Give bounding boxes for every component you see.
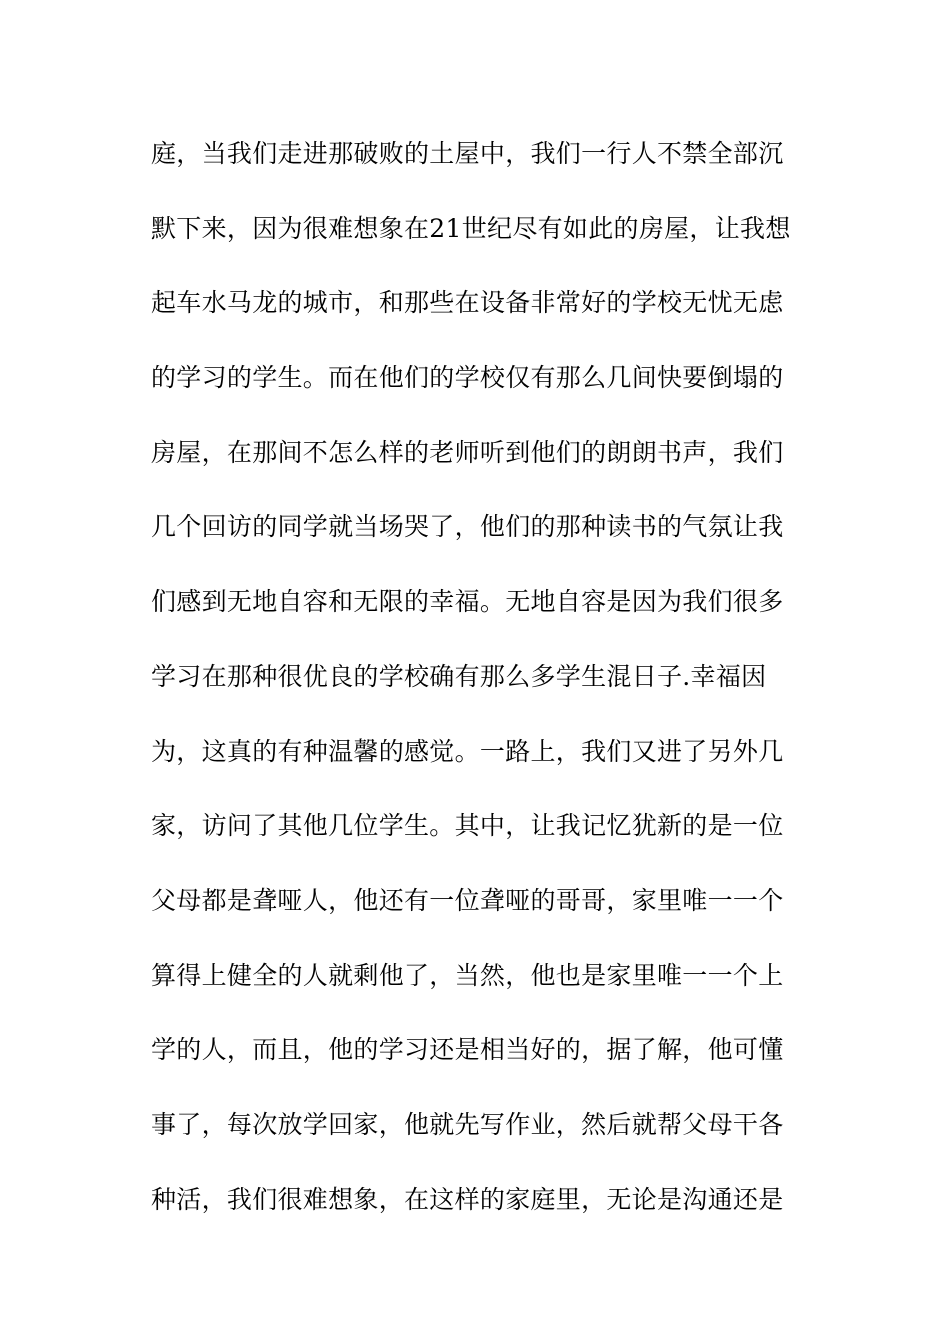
text-line-2: 默下来，因为很难想象在21世纪尽有如此的房屋，让我想 (151, 213, 791, 243)
text-line-11: 父母都是聋哑人，他还有一位聋哑的哥哥，家里唯一一个 (151, 885, 784, 915)
text-line-8: 学习在那种很优良的学校确有那么多学生混日子.幸福因 (151, 661, 767, 691)
body-paragraph (151, 127, 811, 1247)
text-line-1: 庭，当我们走进那破败的土屋中，我们一行人不禁全部沉 (151, 139, 784, 168)
text-line-3: 起车水马龙的城市，和那些在设备非常好的学校无忧无虑 (151, 288, 784, 318)
text-line-9: 为，这真的有种温馨的感觉。一路上，我们又进了另外几 (151, 736, 784, 766)
text-line-14: 事了，每次放学回家，他就先写作业，然后就帮父母干各 (151, 1109, 784, 1139)
text-line-5: 房屋，在那间不怎么样的老师听到他们的朗朗书声，我们 (151, 437, 784, 467)
text-line-10: 家，访问了其他几位学生。其中，让我记忆犹新的是一位 (151, 811, 784, 841)
text-line-15: 种活，我们很难想象，在这样的家庭里，无论是沟通还是 (151, 1184, 784, 1214)
text-line-7: 们感到无地自容和无限的幸福。无地自容是因为我们很多 (151, 587, 784, 617)
text-line-13: 学的人，而且，他的学习还是相当好的，据了解，他可懂 (151, 1035, 784, 1065)
text-line-6: 几个回访的同学就当场哭了，他们的那种读书的气氛让我 (151, 512, 784, 542)
text-line-12: 算得上健全的人就剩他了，当然，他也是家里唯一一个上 (151, 960, 784, 990)
text-line-4: 的学习的学生。而在他们的学校仅有那么几间快要倒塌的 (151, 363, 784, 393)
